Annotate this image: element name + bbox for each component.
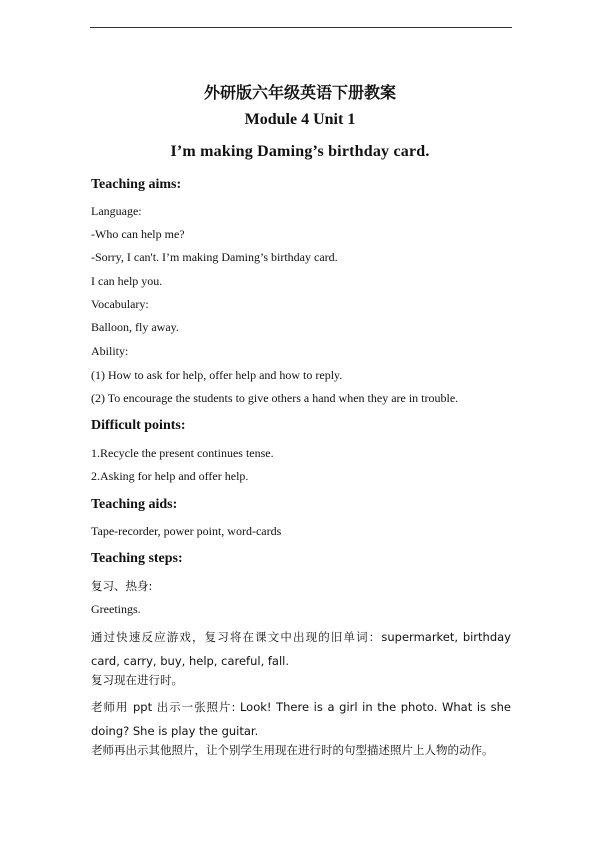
difficult-point-item: 2.Asking for help and offer help. <box>91 469 249 483</box>
ability-label: Ability: <box>91 344 129 358</box>
lesson-title: I’m making Daming’s birthday card. <box>170 143 430 160</box>
difficult-points-heading: Difficult points: <box>91 418 186 433</box>
teaching-aids-text: Tape-recorder, power point, word-cards <box>91 524 282 538</box>
module-title: Module 4 Unit 1 <box>244 111 356 128</box>
language-label: Language: <box>91 204 142 218</box>
vocabulary-label: Vocabulary: <box>91 297 149 311</box>
language-line: I can help you. <box>91 274 163 288</box>
vocabulary-text: Balloon, fly away. <box>91 320 179 334</box>
teaching-aims-heading: Teaching aims: <box>91 177 182 192</box>
difficult-point-item: 1.Recycle the present continues tense. <box>91 446 274 460</box>
language-line: -Who can help me? <box>91 227 185 241</box>
header-rule <box>90 27 512 28</box>
ability-item: (1) How to ask for help, offer help and how to reply. <box>91 368 343 382</box>
ability-item: (2) To encourage the students to give others a hand when they are in trouble. <box>91 391 459 405</box>
photo-paragraph: 老师用 ppt 出示一张照片: Look! There is a girl in the photo. What is she doing? She is play the guitar. <box>91 700 511 738</box>
other-photos-paragraph: 老师再出示其他照片，让个别学生用现在进行时的句型描述照片上人物的动作。 <box>91 743 494 757</box>
document-title: 外研版六年级英语下册教案 <box>203 83 396 102</box>
step-tense-label: 复习现在进行时。 <box>91 673 183 687</box>
language-line: -Sorry, I can't. I’m making Daming’s birthday card. <box>91 250 338 264</box>
step-review-label: 复习、热身: <box>91 579 153 593</box>
review-game-paragraph: 通过快速反应游戏，复习将在课文中出现的旧单词：supermarket, birthday card, carry, buy, help, careful, fall. <box>91 630 511 668</box>
teaching-steps-heading: Teaching steps: <box>91 551 183 566</box>
greetings-text: Greetings. <box>91 602 141 616</box>
teaching-aids-heading: Teaching aids: <box>91 497 178 512</box>
